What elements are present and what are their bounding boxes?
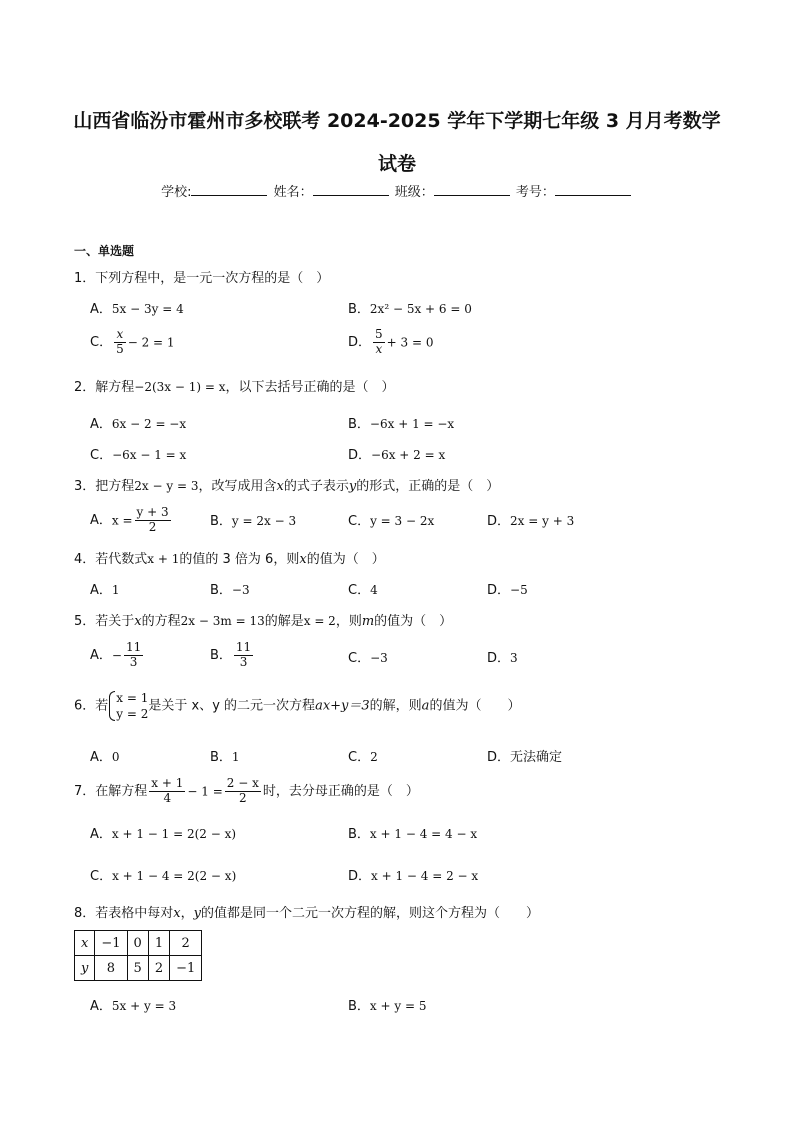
option-math: 2 [370,750,378,764]
option-math: 6x − 2 = −x [111,417,187,431]
fraction-numerator: x [114,328,126,343]
question-variable: a [421,698,430,714]
fraction [234,641,253,670]
fraction-numerator: 11 [125,640,142,654]
question-number: 6． [74,698,96,714]
option-math: 1 [111,583,120,597]
option-label: C． [90,869,113,884]
option-label: D． [348,869,372,884]
question-math: − 1 = [187,784,223,799]
table-cell: x [75,931,95,956]
system-line: y = 2 [116,707,149,722]
option-label: A． [90,999,112,1014]
q5-option-b [210,641,255,670]
question-number: 2． [74,380,96,395]
option-math: −3 [370,651,388,665]
question-1-stem [74,272,329,285]
option-math: x + 1 − 1 = 2(2 − x) [111,827,237,841]
question-math: x + 1 [147,552,180,566]
table-row [75,956,202,981]
option-label: B． [348,999,370,1014]
question-math: ax+y＝3 [315,698,370,714]
system-line: x = 1 [116,691,149,705]
fraction [225,777,261,806]
option-label: C． [90,334,113,350]
question-text: 的解，则 [369,698,422,714]
option-math: x = [111,513,133,528]
exam-no-label: 考号： [515,185,555,200]
option-math: −6x + 1 = −x [369,417,455,431]
q3-option-d [487,515,574,528]
fraction-numerator: y + 3 [136,505,169,519]
q7-option-b [348,828,477,841]
fraction-denominator: 3 [129,654,138,669]
section-heading: 一、单选题 [74,244,135,258]
question-3-stem [74,480,499,493]
option-math: 5x − 3y = 4 [111,302,184,316]
option-label: B． [210,514,232,529]
option-label: B． [348,827,370,842]
fraction [124,641,143,670]
option-label: D． [487,651,511,666]
q1-option-a [90,303,184,316]
exam-no-blank [555,183,631,196]
question-text: 若 [95,698,109,714]
question-text: 的值都是同一个二元一次方程的解，则这个方程为（ ） [201,906,540,921]
q7-option-d [348,870,478,883]
fraction-numerator: 5 [375,327,383,341]
option-label: A． [90,512,112,528]
fraction-numerator: 11 [235,640,252,654]
q7-option-c [90,870,236,883]
option-math: + 3 = 0 [386,335,434,350]
class-label: 班级： [394,185,434,200]
option-math: −3 [231,583,250,597]
option-label: D． [348,334,372,350]
fraction-denominator: 4 [163,790,172,805]
q4-option-d [487,584,528,597]
question-math: 2x − 3m = 13 [180,614,265,628]
fraction [149,777,185,806]
question-number: 4． [74,552,96,567]
fraction-numerator: 2 − x [226,776,259,790]
question-text: 是关于 x、y 的二元一次方程 [148,698,316,714]
question-text: 若表格中每对 [95,906,174,921]
question-text: 的值为（ ） [374,614,453,629]
option-label: A． [90,583,112,598]
question-variable: y [348,479,357,494]
question-text: 的形式，正确的是（ ） [356,479,500,494]
q4-option-a [90,584,120,597]
option-math: x + 1 − 4 = 2(2 − x) [112,869,237,883]
question-text: 的解是 [264,614,304,629]
q3-option-a [90,506,173,535]
question-text: ，以下去括号正确的是（ ） [225,380,395,395]
q2-option-c [90,449,186,462]
fraction-denominator: 2 [238,790,247,805]
question-number: 7． [74,783,96,799]
option-math: x + 1 − 4 = 4 − x [369,827,478,841]
question-variable: x [134,614,142,629]
school-blank [191,183,267,196]
option-label: B． [348,302,370,317]
table-cell: y [75,956,95,981]
option-math: 1 [231,750,240,764]
question-variable: x [299,552,307,567]
table-row [75,931,202,956]
option-text: 无法确定 [510,750,563,765]
option-math: 3 [510,651,518,665]
question-text: 把方程 [95,479,135,494]
q7-option-a [90,828,236,841]
option-label: A． [90,750,112,765]
q6-option-a [90,751,120,764]
q5-option-d [487,652,518,665]
option-label: B． [210,647,232,663]
table-cell: 5 [127,956,148,981]
option-label: C． [348,514,371,529]
table-cell: 8 [95,956,127,981]
option-label: C． [348,750,371,765]
question-variable: x [173,906,181,921]
question-text: ， [180,906,194,921]
table-cell: 0 [127,931,148,956]
school-label: 学校: [161,185,192,200]
option-math: y = 2x − 3 [231,514,297,528]
name-blank [313,183,389,196]
question-6-stem [74,690,520,722]
question-text: 时，去分母正确的是（ ） [262,783,419,799]
option-label: D． [487,514,511,529]
fraction-denominator: x [375,341,383,356]
question-number: 5． [74,614,96,629]
option-label: D． [487,583,511,598]
question-variable: m [361,614,375,629]
question-variable: x [276,479,284,494]
option-math: x + 1 − 4 = 2 − x [371,869,479,883]
table-cell: 2 [148,956,169,981]
value-table [74,930,202,981]
option-label: B． [210,583,232,598]
option-math: 5x + y = 3 [111,999,177,1013]
question-8-stem [74,907,539,920]
option-label: C． [348,651,371,666]
question-text: 在解方程 [95,783,148,799]
q1-option-d [348,328,433,357]
question-text: 的值的 3 倍为 6，则 [179,552,300,567]
question-number: 3． [74,479,96,494]
question-number: 8． [74,906,96,921]
q2-option-a [90,418,186,431]
q8-option-b [348,1000,426,1013]
fraction-denominator: 3 [239,654,248,669]
table-cell: 2 [170,931,202,956]
option-math: y = 3 − 2x [370,514,435,528]
option-label: C． [348,583,371,598]
q6-option-c [348,751,378,764]
q1-option-c [90,328,175,357]
class-blank [434,183,510,196]
q2-option-d [348,449,445,462]
name-label: 姓名： [273,185,313,200]
fraction [135,506,171,535]
q5-option-c [348,652,388,665]
option-label: A． [90,827,112,842]
option-math: 2x = y + 3 [510,514,575,528]
option-math: x + y = 5 [369,999,427,1013]
option-math: 4 [370,583,378,597]
question-math: 2x − y = 3 [134,479,199,493]
question-text: 解方程 [95,380,135,395]
q6-option-b [210,751,240,764]
question-number: 1． [74,271,96,286]
question-4-stem [74,553,385,566]
question-text: 的值为（ ） [429,698,521,714]
option-label: A． [90,417,112,432]
table-cell: −1 [170,956,202,981]
option-label: B． [348,417,370,432]
page-title: 山西省临汾市霍州市多校联考 2024-2025 学年下学期七年级 3 月月考数学 [73,110,721,132]
q3-option-c [348,515,434,528]
q2-option-b [348,418,454,431]
option-label: A． [90,647,112,663]
q6-option-d [487,751,562,764]
question-5-stem [74,615,452,628]
q4-option-c [348,584,378,597]
page-title-line2: 试卷 [377,153,416,175]
q5-option-a [90,641,145,670]
fraction-denominator: 2 [148,519,157,534]
table-cell: −1 [95,931,127,956]
option-label: C． [90,448,113,463]
option-math: 0 [111,750,120,764]
option-label: D． [487,750,511,765]
question-text: 的式子表示 [283,479,349,494]
q1-option-b [348,303,472,316]
table-cell: 1 [148,931,169,956]
question-text: 的方程 [141,614,181,629]
question-text: 的值为（ ） [306,552,385,567]
option-math: −6x + 2 = x [371,448,446,462]
option-math: − [111,648,122,663]
fraction [114,328,126,357]
option-math: −6x − 1 = x [112,448,187,462]
q4-option-b [210,584,250,597]
question-2-stem [74,381,395,394]
option-math: 2x² − 5x + 6 = 0 [369,302,472,316]
question-text: 下列方程中，是一元一次方程的是（ ） [95,271,330,286]
student-info-line [0,181,794,200]
fraction-numerator: x + 1 [151,776,184,790]
question-7-stem [74,777,419,806]
question-math: x = 2 [303,614,336,628]
fraction [373,328,385,357]
fraction-denominator: 5 [116,341,124,356]
question-text: 若代数式 [95,552,148,567]
question-text: 若关于 [95,614,135,629]
question-math: −2(3x − 1) = x [134,380,226,394]
option-label: B． [210,750,232,765]
question-variable: y [193,906,202,921]
option-label: A． [90,302,112,317]
question-text: ，改写成用含 [198,479,277,494]
q8-option-a [90,1000,176,1013]
q3-option-b [210,515,296,528]
equation-system [108,690,148,722]
option-label: D． [348,448,372,463]
question-text: ，则 [335,614,362,629]
option-math: − 2 = 1 [127,335,175,350]
option-math: −5 [510,583,528,597]
